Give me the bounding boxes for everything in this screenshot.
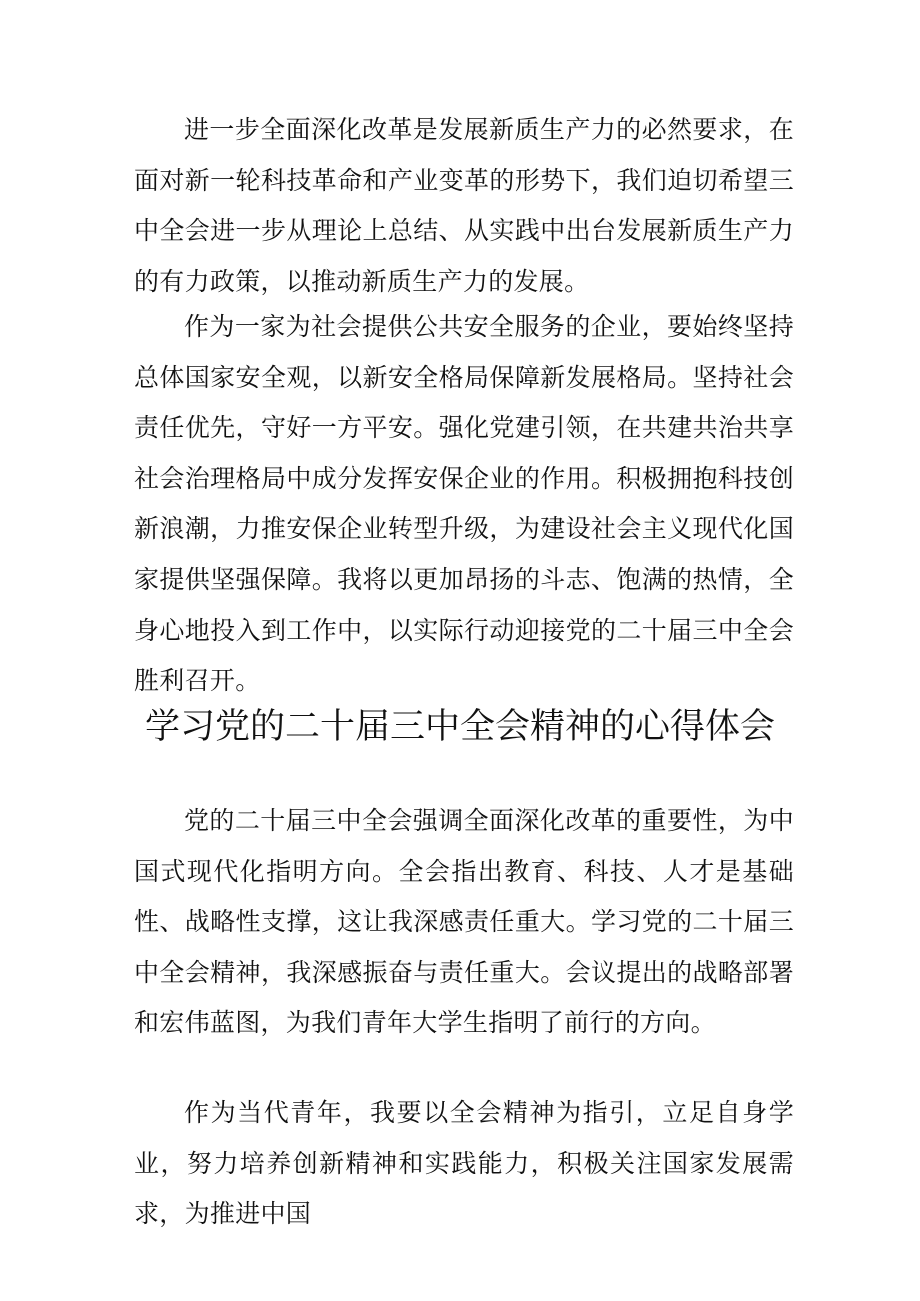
- body-paragraph: 作为当代青年，我要以全会精神为指引，立足自身学业，努力培养创新精神和实践能力，积极关注国家发展需求，为推进中国: [134, 1098, 794, 1229]
- body-paragraph: 党的二十届三中全会强调全面深化改革的重要性，为中国式现代化指明方向。全会指出教育、科技、人才是基础性、战略性支撑，这让我深感责任重大。学习党的二十届三中全会精神，我深感振奋与责任重大。会议提出的战略部署和宏伟蓝图，为我们青年大学生指明了前行的方向。: [134, 806, 794, 1038]
- section-heading: 学习党的二十届三中全会精神的心得体会: [144, 707, 775, 747]
- body-paragraph: 作为一家为社会提供公共安全服务的企业，要始终坚持总体国家安全观，以新安全格局保障新发展格局。坚持社会责任优先，守好一方平安。强化党建引领，在共建共治共享社会治理格局中成分发挥安保企业的作用。积极拥抱科技创新浪潮，力推安保企业转型升级，为建设社会主义现代化国家提供坚强保障。我将以更加昂扬的斗志、饱满的热情，全身心地投入到工作中，以实际行动迎接党的二十届三中全会胜利召开。: [134, 312, 794, 696]
- body-paragraph: 进一步全面深化改革是发展新质生产力的必然要求，在面对新一轮科技革命和产业变革的形势下，我们迫切希望三中全会进一步从理论上总结、从实践中出台发展新质生产力的有力政策，以推动新质生产力的发展。: [134, 115, 794, 296]
